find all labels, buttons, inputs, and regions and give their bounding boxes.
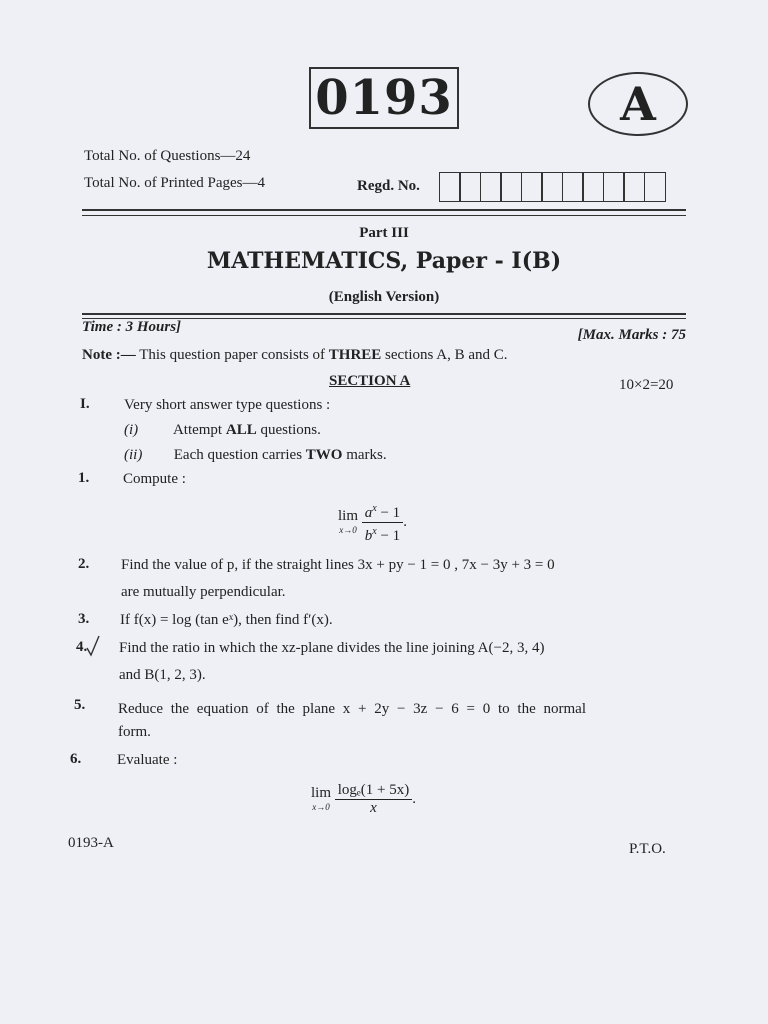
note-pre: This question paper consists of <box>139 347 326 363</box>
instruction-bold: ALL <box>225 422 257 438</box>
check-mark-icon <box>86 635 100 657</box>
section-marks: 10×2=20 <box>619 377 674 393</box>
footer-code: 0193-A <box>68 835 114 851</box>
note-line <box>82 347 508 364</box>
question-text: Find the ratio in which the xz-plane divides the line joining A(−2, 3, 4) <box>119 640 545 656</box>
set-letter-oval: A <box>588 72 688 136</box>
section-roman: I. <box>80 396 90 412</box>
footer-pto: P.T.O. <box>629 841 666 857</box>
question-number: 4. <box>76 639 88 655</box>
instruction-post: questions. <box>260 422 321 438</box>
total-questions: Total No. of Questions—24 <box>84 148 251 164</box>
instruction-post: marks. <box>346 447 387 463</box>
question-text: Evaluate : <box>117 752 178 768</box>
note-post: sections A, B and C. <box>385 347 508 363</box>
instruction-item <box>124 422 321 439</box>
lim-subscript: x→0 <box>339 524 357 535</box>
lim-subscript: x→0 <box>312 801 330 812</box>
limit-formula-1: lim x→0 $\frac{a^x - 1}{b^x - 1}$ . <box>338 500 407 545</box>
time-label: Time : 3 Hours] <box>82 319 182 335</box>
version-label: (English Version) <box>328 289 440 305</box>
paper-code-box: 0193 <box>309 67 459 129</box>
subject-title: MATHEMATICS, Paper - I(B) <box>206 248 562 274</box>
question-text-cont: form. <box>118 724 151 740</box>
question-text: Reduce the equation of the plane x + 2y − 3z − 6 = 0 to the normal <box>118 701 586 717</box>
total-pages: Total No. of Printed Pages—4 <box>84 175 266 191</box>
regd-number-boxes <box>440 172 666 202</box>
question-text: Find the value of p, if the straight lines 3x + py − 1 = 0 , 7x − 3y + 3 = 0 <box>121 557 555 573</box>
title-rule-top <box>82 313 686 315</box>
question-text: Compute : <box>123 471 186 487</box>
section-instruction-heading: Very short answer type questions : <box>124 397 331 413</box>
question-number: 3. <box>78 611 90 627</box>
instruction-pre: Each question carries <box>173 447 303 463</box>
question-number: 2. <box>78 556 90 572</box>
instruction-num: (i) <box>124 422 139 438</box>
question-number: 1. <box>78 470 90 486</box>
section-heading: SECTION A <box>329 373 411 389</box>
question-text: If f(x) = log (tan eˣ), then find f′(x). <box>120 612 333 628</box>
question-number: 5. <box>74 697 86 713</box>
part-label: Part III <box>359 225 409 241</box>
instruction-bold: TWO <box>305 447 343 463</box>
instruction-item <box>124 447 387 464</box>
header-rule-bottom <box>82 215 686 216</box>
limit-formula-6: lim x→0 $\frac{\text{logₑ(1 + 5x)}}{x}$ . <box>311 782 416 816</box>
header-rule-top <box>82 209 686 211</box>
instruction-num: (ii) <box>124 447 143 463</box>
lim-label: lim <box>311 784 332 801</box>
note-bold: THREE <box>328 347 382 363</box>
question-text-cont: and B(1, 2, 3). <box>119 667 206 683</box>
max-marks: [Max. Marks : 75 <box>577 327 686 343</box>
note-label: Note :— <box>82 347 136 363</box>
instruction-pre: Attempt <box>172 422 223 438</box>
question-text-cont: are mutually perpendicular. <box>121 584 286 600</box>
lim-label: lim <box>338 507 359 524</box>
regd-label: Regd. No. <box>357 178 420 194</box>
question-number: 6. <box>70 751 82 767</box>
